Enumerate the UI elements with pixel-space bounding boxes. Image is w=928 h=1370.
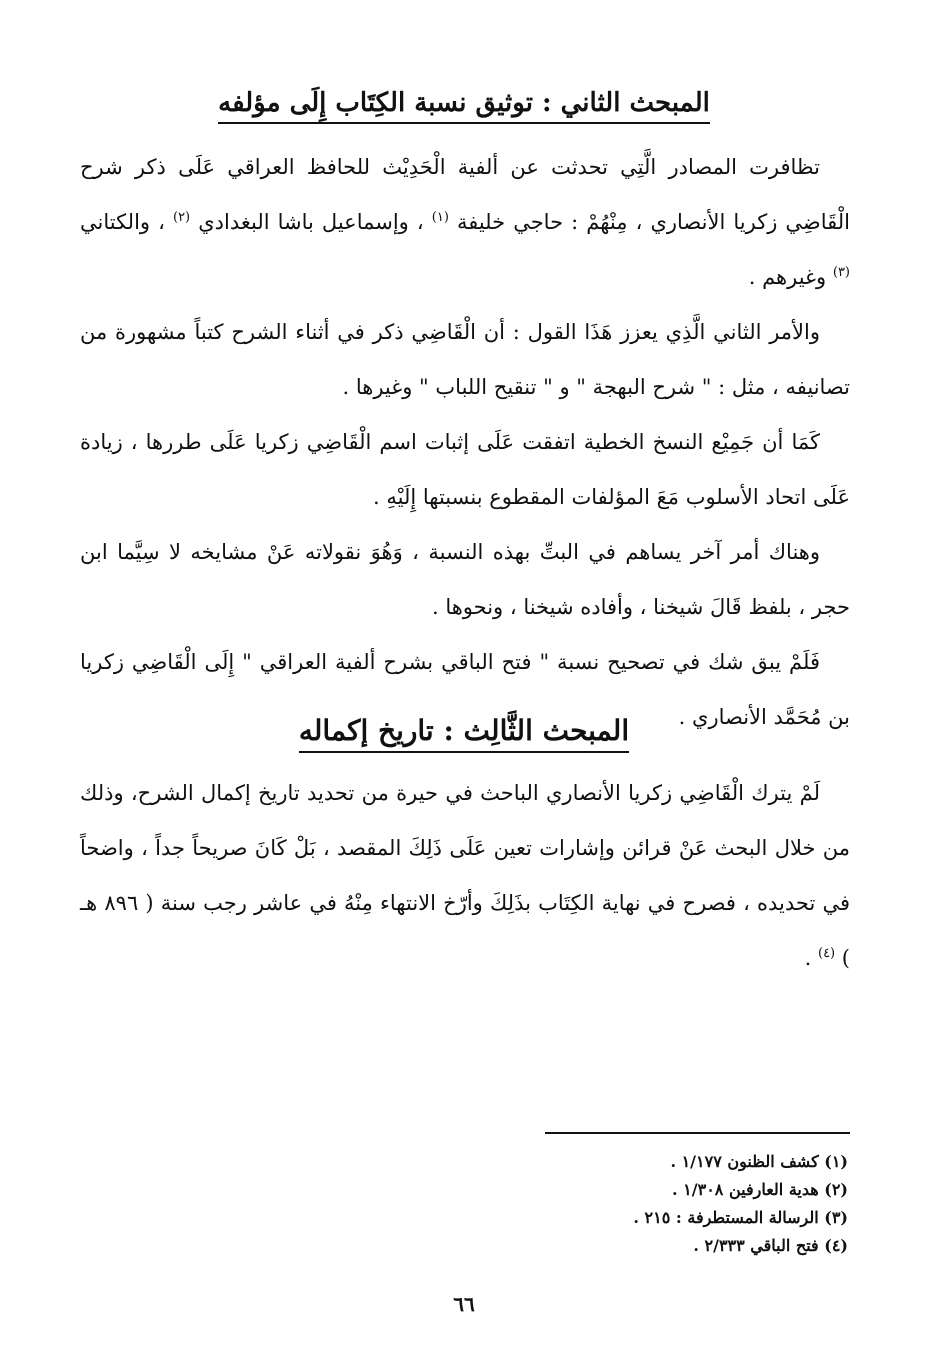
footnote-ref-2: (٢) [172, 210, 191, 225]
paragraph-quotations: وهناك أمر آخر يساهم في البتِّ بهذه النسبة ، وَهُوَ نقولاته عَنْ مشايخه لا سِيَّما ابن حجر ، بلفظ قَالَ شيخنا ، وأفاده شيخنا ، ونحوها . [80, 540, 850, 619]
footnote-3: (٣) الرسالة المستطرفة : ٢١٥ . [633, 1208, 848, 1227]
section-2-heading [0, 86, 928, 120]
footnote-1: (١) كشف الظنون ١/١٧٧ . [670, 1152, 848, 1171]
section-3-body [80, 766, 850, 986]
section-3-heading [0, 714, 928, 748]
footnote-ref-3: (٣) [832, 265, 850, 280]
paragraph-second-argument: والأمر الثاني الَّذِي يعزز هَذَا القول : أن الْقَاضِي ذكر في أثناء الشرح كتباً مشهورة من تصانيفه ، مثل : " شرح البهجة " و " تنقيح اللباب " وغيرها . [80, 320, 850, 399]
paragraph-completion-date: لَمْ يترك الْقَاضِي زكريا الأنصاري الباحث في حيرة من تحديد تاريخ إكمال الشرح، وذلك من خلال البحث عَنْ قرائن وإشارات تعين عَلَى ذَلِكَ المقصد ، بَلْ كَانَ صريحاً جداً ، واضحاً في تحديده ، فصرح في نهاية الكِتَاب بذَلِكَ وأرّخ الانتهاء مِنْهُ في عاشر رجب سنة ( ٨٩٦ هـ ) $^{(٤)}$ . [80, 781, 851, 970]
footnote-ref-1: (١) [431, 210, 449, 225]
section-3-title: المبحث الثَّالِث : تاريخ إكماله [299, 714, 629, 753]
footnote-separator [545, 1132, 850, 1134]
paragraph-manuscripts: كَمَا أن جَمِيْع النسخ الخطية اتفقت عَلَى إثبات اسم الْقَاضِي زكريا عَلَى طررها ، زيادة عَلَى اتحاد الأسلوب مَعَ المؤلفات المقطوع بنسبتها إِلَيْهِ . [80, 430, 850, 509]
footnote-4: (٤) فتح الباقي ٢/٣٣٣ . [693, 1236, 848, 1255]
footnote-2: (٢) هدية العارفين ١/٣٠٨ . [672, 1180, 848, 1199]
footnotes-list [448, 1148, 848, 1260]
section-2-body [80, 140, 850, 745]
footnote-ref-4: (٤) [817, 946, 836, 961]
paragraph-sources: تظافرت المصادر الَّتِي تحدثت عن ألفية الْحَدِيْث للحافظ العراقي عَلَى ذكر شرح الْقَاضِي زكريا الأنصاري ، مِنْهُمْ : حاجي خليفة $^{(١)}$ ، وإسماعيل باشا البغدادي $^{(٢)}$ ، والكتاني $^{(٣)}$ وغيرهم . [80, 155, 850, 289]
paragraph-conclusion: فَلَمْ يبق شك في تصحيح نسبة " فتح الباقي بشرح ألفية العراقي " إِلَى الْقَاضِي زكريا بن مُحَمَّد الأنصاري . [80, 650, 850, 729]
page-number: ٦٦ [453, 1292, 475, 1316]
section-2-title: المبحث الثاني : توثيق نسبة الكِتَاب إِلَى مؤلفه [218, 88, 710, 124]
